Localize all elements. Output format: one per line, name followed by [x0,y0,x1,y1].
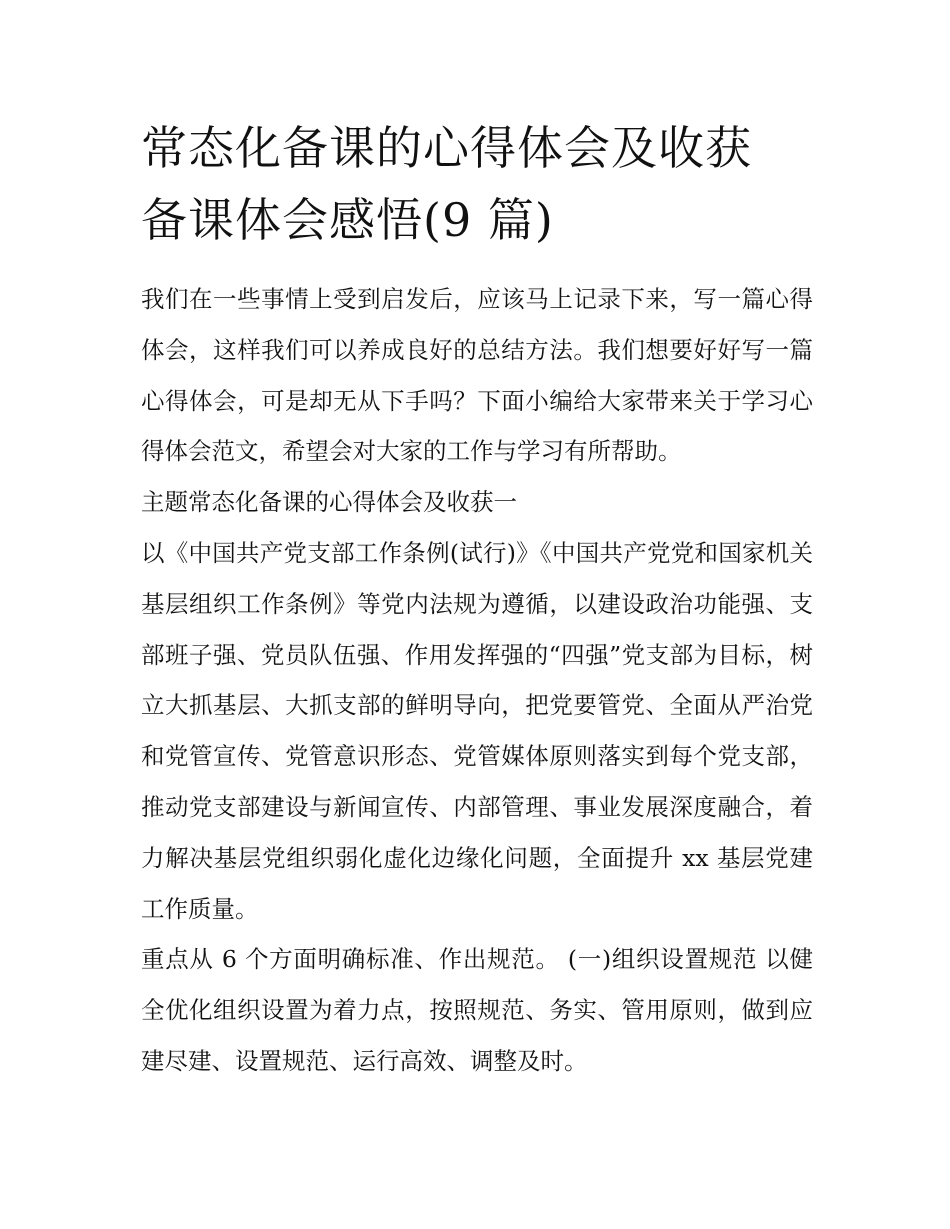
section-heading: 主题常态化备课的心得体会及收获一 [141,488,517,517]
document-title [141,112,813,256]
body-paragraph: 以《中国共产党支部工作条例(试行)》《中国共产党党和国家机关基层组织工作条例》等党内法规为遵循，以建设政治功能强、支部班子强、党员队伍强、作用发挥强的“四强”党支部为目标，树立大抓基层、大抓支部的鲜明导向，把党要管党、全面从严治党和党管宣传、党管意识形态、党管媒体原则落实到每个党支部，推动党支部建设与新闻宣传、内部管理、事业发展深度融合，着力解决基层党组织弱化虚化边缘化问题，全面提升 xx 基层党建工作质量。 [141,538,813,923]
document-page [141,112,813,1087]
body-paragraph-2: 重点从 6 个方面明确标准、作出规范。 (一)组织设置规范 以健全优化组织设置为着力点，按照规范、务实、管用原则，做到应建尽建、设置规范、运行高效、调整及时。 [141,945,813,1075]
title-line-2: 备课体会感悟(9 篇) [141,193,554,247]
title-line-1: 常态化备课的心得体会及收获 [141,121,752,175]
intro-paragraph: 我们在一些事情上受到启发后，应该马上记录下来，写一篇心得体会，这样我们可以养成良好的总结方法。我们想要好好写一篇心得体会，可是却无从下手吗？下面小编给大家带来关于学习心得体会范文，希望会对大家的工作与学习有所帮助。 [141,285,813,466]
